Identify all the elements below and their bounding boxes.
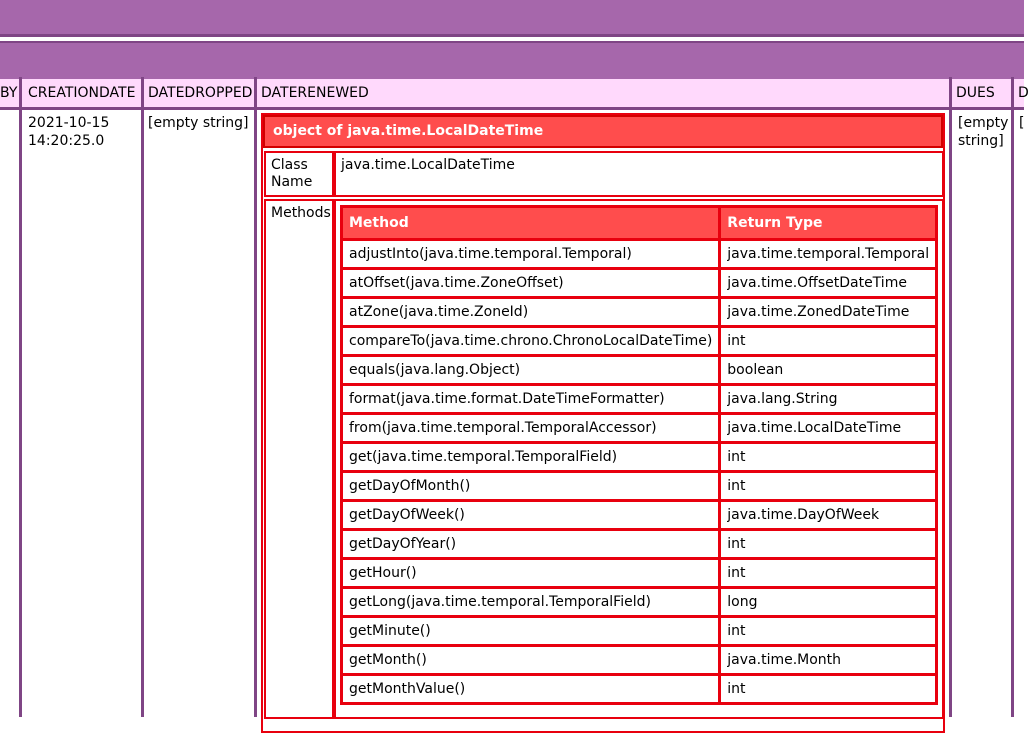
method-signature: getDayOfMonth() xyxy=(343,473,718,499)
method-return-type: java.time.LocalDateTime xyxy=(721,415,935,441)
method-signature: get(java.time.temporal.TemporalField) xyxy=(343,444,718,470)
table-row xyxy=(343,357,935,383)
column-divider xyxy=(141,77,144,717)
column-divider xyxy=(254,77,257,717)
table-row xyxy=(343,328,935,354)
method-return-type: java.lang.String xyxy=(721,386,935,412)
table-row xyxy=(343,531,935,557)
method-signature: atZone(java.time.ZoneId) xyxy=(343,299,718,325)
column-header-creationdate: CREATIONDATE xyxy=(28,85,136,101)
method-signature: getDayOfYear() xyxy=(343,531,718,557)
method-signature: adjustInto(java.time.temporal.Temporal) xyxy=(343,241,718,267)
object-dump-title: object of java.time.LocalDateTime xyxy=(263,115,943,148)
column-header-daterenewed: DATERENEWED xyxy=(261,85,369,101)
table-row xyxy=(343,386,935,412)
class-name-value: java.time.LocalDateTime xyxy=(334,151,944,197)
table-row xyxy=(343,241,935,267)
table-row xyxy=(343,270,935,296)
method-return-type: int xyxy=(721,560,935,586)
method-return-type: java.time.DayOfWeek xyxy=(721,502,935,528)
table-row xyxy=(343,502,935,528)
query-header-bar xyxy=(0,41,1024,79)
method-return-type: long xyxy=(721,589,935,615)
method-column-header: Method xyxy=(343,208,718,238)
method-signature: compareTo(java.time.chrono.ChronoLocalDateTime) xyxy=(343,328,718,354)
method-return-type: java.time.Month xyxy=(721,647,935,673)
table-row xyxy=(343,647,935,673)
header-divider xyxy=(0,107,1024,110)
column-header-datedropped: DATEDROPPED xyxy=(148,85,253,101)
method-return-type: java.time.OffsetDateTime xyxy=(721,270,935,296)
method-signature: getMonthValue() xyxy=(343,676,718,702)
table-row xyxy=(343,560,935,586)
banner-divider xyxy=(0,34,1024,37)
return-type-column-header: Return Type xyxy=(721,208,935,238)
method-return-type: int xyxy=(721,618,935,644)
method-signature: from(java.time.temporal.TemporalAccessor) xyxy=(343,415,718,441)
method-signature: getHour() xyxy=(343,560,718,586)
method-return-type: int xyxy=(721,676,935,702)
table-row xyxy=(343,299,935,325)
method-signature: getDayOfWeek() xyxy=(343,502,718,528)
table-row xyxy=(343,676,935,702)
table-row xyxy=(343,589,935,615)
table-row xyxy=(343,415,935,441)
method-return-type: int xyxy=(721,531,935,557)
table-row xyxy=(343,473,935,499)
method-signature: getMinute() xyxy=(343,618,718,644)
column-divider xyxy=(949,77,952,717)
cell-datedropped: [empty string] xyxy=(148,115,249,131)
method-signature: atOffset(java.time.ZoneOffset) xyxy=(343,270,718,296)
table-row xyxy=(343,618,935,644)
method-return-type: int xyxy=(721,473,935,499)
methods-label: Methods xyxy=(264,199,334,719)
method-return-type: java.time.ZonedDateTime xyxy=(721,299,935,325)
method-return-type: java.time.temporal.Temporal xyxy=(721,241,935,267)
class-name-label: Class Name xyxy=(264,151,334,197)
column-header-next: D xyxy=(1018,85,1029,101)
column-divider xyxy=(19,77,22,717)
method-signature: getLong(java.time.temporal.TemporalField) xyxy=(343,589,718,615)
table-row xyxy=(343,444,935,470)
method-return-type: int xyxy=(721,444,935,470)
methods-table xyxy=(340,205,938,705)
top-banner xyxy=(0,0,1024,34)
cell-next: [ xyxy=(1019,115,1025,131)
cell-creationdate: 2021-10-15 14:20:25.0 xyxy=(28,115,110,149)
method-return-type: int xyxy=(721,328,935,354)
method-return-type: boolean xyxy=(721,357,935,383)
column-header-by: BY xyxy=(0,85,18,101)
column-divider xyxy=(1011,77,1014,717)
method-signature: format(java.time.format.DateTimeFormatter) xyxy=(343,386,718,412)
method-signature: equals(java.lang.Object) xyxy=(343,357,718,383)
cell-dues: [empty string] xyxy=(958,115,1009,149)
column-header-dues: DUES xyxy=(956,85,995,101)
method-signature: getMonth() xyxy=(343,647,718,673)
